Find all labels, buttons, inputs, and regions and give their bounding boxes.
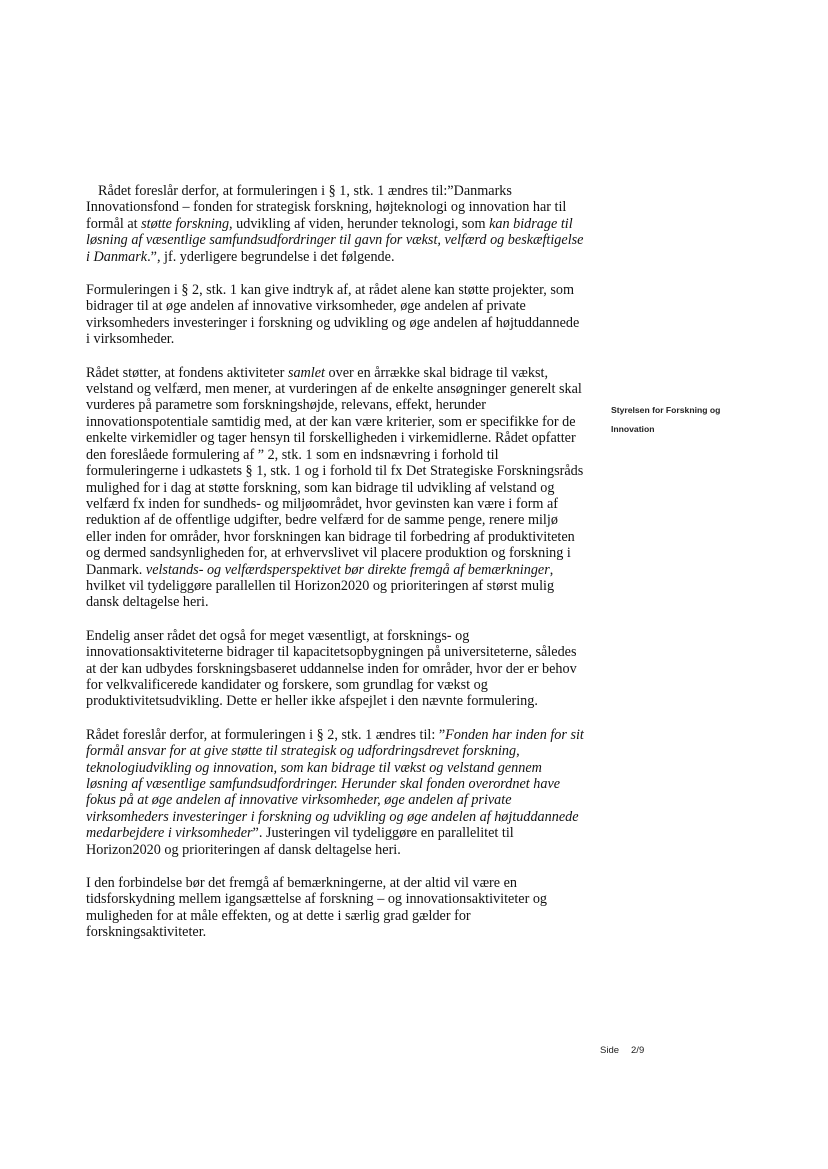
text-segment: Rådet støtter, at fondens aktiviteter <box>86 364 288 381</box>
sender-org-line-1: Styrelsen for Forskning og <box>611 405 721 415</box>
text-segment: ”. Justeringen vil tydeliggøre en parallelitet til Horizon2020 og prioriteringen af dansk deltagelse heri. <box>86 825 514 858</box>
italic-segment: støtte forskning, <box>141 215 233 232</box>
page-label: Side <box>600 1045 620 1056</box>
italic-segment: kan bidrage til løsning af væsentlige samfundsudfordringer til gavn for vækst, velfærd og beskæftigelse i Danmark <box>86 215 584 265</box>
text-segment: Rådet foreslår derfor, at formuleringen i § 1, stk. 1 ændres til:”Danmarks Innovationsfond – fonden for strategisk forskning, højteknologi og innovation har til formål at <box>86 183 567 232</box>
sender-org-line-2: Innovation <box>611 424 655 434</box>
italic-segment: velstands- og velfærdsperspektivet bør direkte fremgå af bemærkninger <box>145 561 550 578</box>
paragraph-6 <box>86 875 586 941</box>
paragraph-1 <box>86 183 586 265</box>
text-segment: Formuleringen i § 2, stk. 1 kan give indtryk af, at rådet alene kan støtte projekter, som bidrager til at øge andelen af innovative virksomheder, øge andelen af private virksomheders investeringer i forskning og udvikling og øge andelen af højtuddannede i virksomheder. <box>86 282 580 348</box>
page-footer <box>600 1045 656 1056</box>
text-segment: .”, jf. yderligere begrundelse i det følgende. <box>147 248 395 265</box>
text-segment: I den forbindelse bør det fremgå af bemærkningerne, at der altid vil være en tidsforskydning mellem igangsættelse af forskning – og innovationsaktiviteter og muligheden for at måle effekten, og at dette i særlig grad gælder for forskningsaktiviteter. <box>86 875 548 941</box>
text-segment: Endelig anser rådet det også for meget væsentligt, at forsknings- og innovationsaktiviteterne bidrager til kapacitetsopbygningen på universiteterne, således at der kan udbydes forskningsbaseret uddannelse inden for områder, hvor der er behov for velkvalificerede kandidater og forskere, som grundlag for vækst og produktivitetsudvikling. Dette er heller ikke afspejlet i den nævnte formulering. <box>86 627 577 710</box>
text-segment: over en årrække skal bidrage til vækst, velstand og velfærd, men mener, at vurderingen af de enkelte ansøgninger generelt skal vurderes på parametre som forskningshøjde, relevans, effekt, herunder innovationspotentiale samtidig med, at der kan være kriterier, som er specifikke for de enkelte virkemidler og tager hensyn til forskelligheden i virkemidlerne. Rådet opfatter den foreslåede formulering af ” 2, stk. 1 som en indsnævring i forhold til formuleringerne i udkastets § 1, stk. 1 og i forhold til fx Det Strategiske Forskningsråds mulighed for i dag at støtte forskning, som kan bidrage til udvikling af velstand og velfærd fx inden for sundheds- og miljøområdet, hvor gevinsten kan være i form af reduktion af de offentlige udgifter, bedre velfærd for de samme penge, renere miljø eller inden for områder, hvor forskningen kan bidrage til forbedring af produktiviteten og dermed sandsynligheden for, at erhvervslivet vil placere produktion og forskning i Danmark. <box>86 364 584 578</box>
italic-segment: Fonden har inden for sit formål ansvar for at give støtte til strategisk og udfordringsdrevet forskning, teknologiudvikling og innovation, som kan bidrage til vækst og velstand gennem løsning af væsentlige samfundsudfordringer. Herunder skal fonden overordnet have fokus på at øge andelen af innovative virksomheder, øge andelen af private virksomheders investeringer i forskning og udvikling og øge andelen af højtuddannede medarbejdere i virksomheder <box>86 726 584 842</box>
text-segment: , hvilket vil tydeliggøre parallellen til Horizon2020 og prioriteringen af størst mulig dansk deltagelse heri. <box>86 561 555 611</box>
sender-organization <box>611 401 761 439</box>
paragraph-5 <box>86 727 586 858</box>
paragraph-4 <box>86 628 586 710</box>
paragraph-3 <box>86 365 586 611</box>
body-text <box>86 183 586 958</box>
italic-segment: samlet <box>287 364 325 381</box>
text-segment: udvikling af viden, herunder teknologi, som <box>232 215 490 232</box>
text-segment: Rådet foreslår derfor, at formuleringen i § 2, stk. 1 ændres til: ” <box>86 726 446 743</box>
page-number: 2/9 <box>631 1045 645 1056</box>
paragraph-2 <box>86 282 586 348</box>
